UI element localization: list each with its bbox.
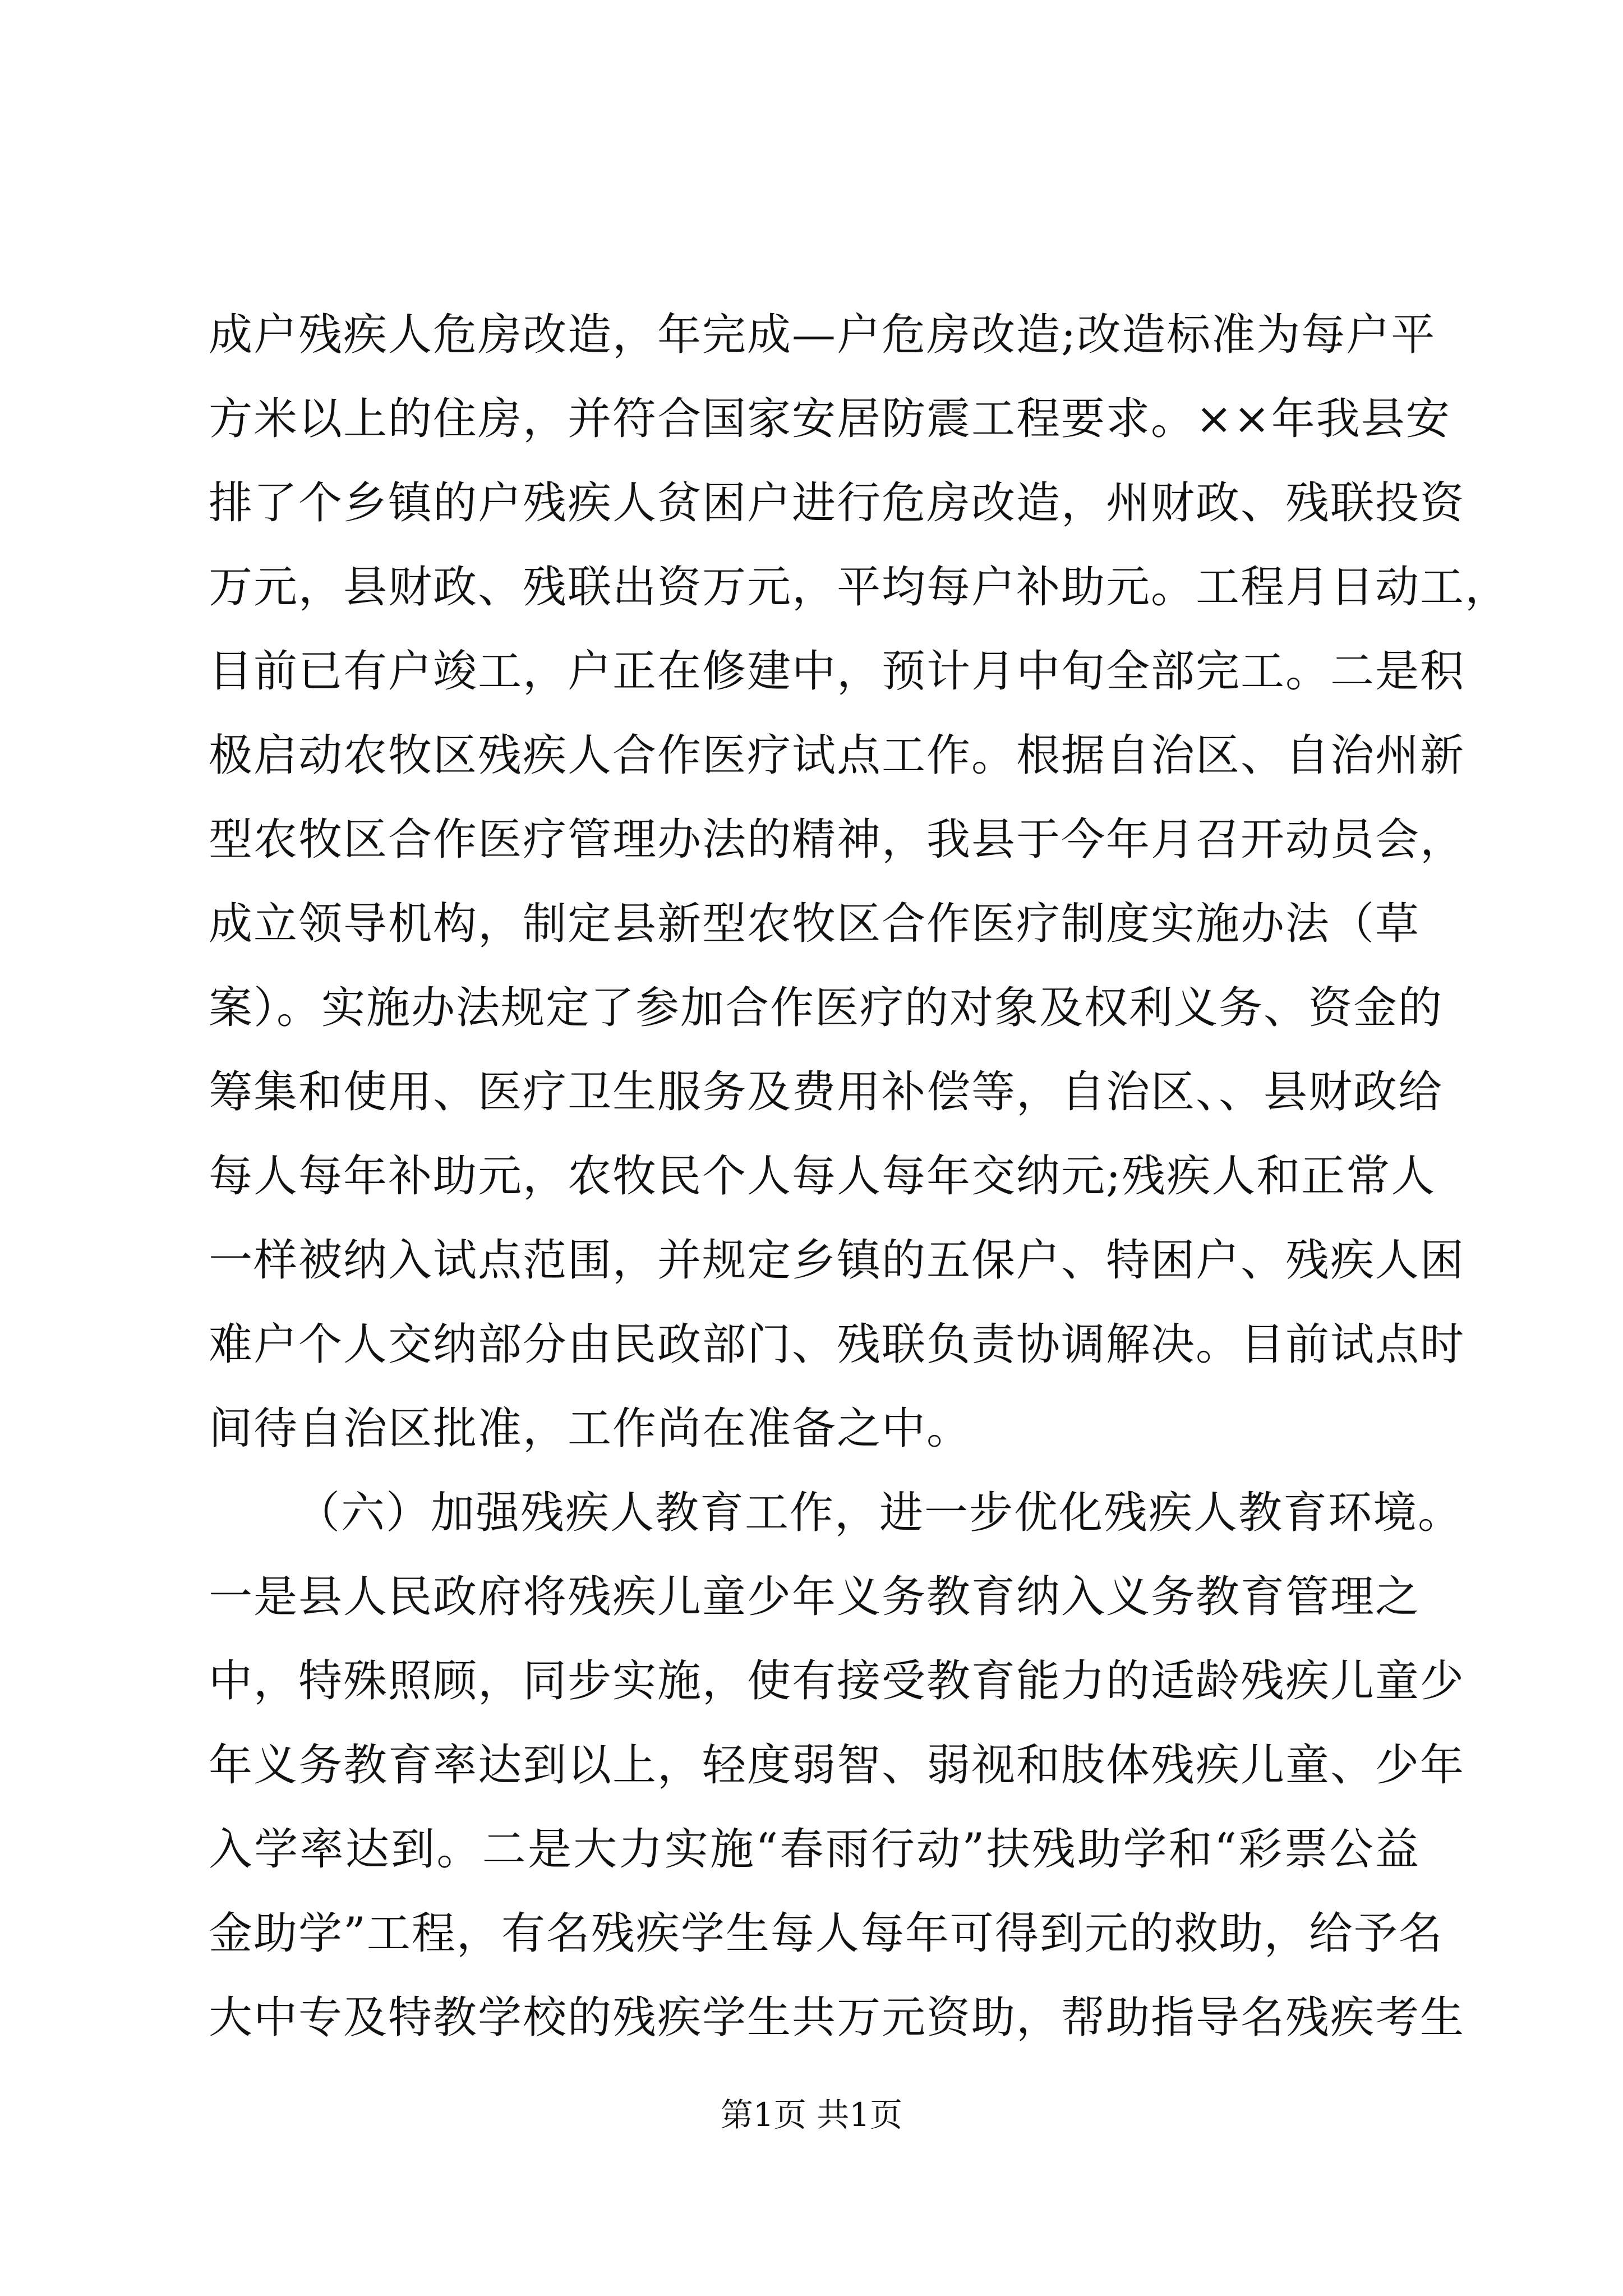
page-number-label: 第1页 共1页 — [720, 2096, 903, 2134]
text-line: 每人每年补助元，农牧民个人每人每年交纳元;残疾人和正常人 — [209, 1151, 1436, 1202]
text-line: 间待自治区批准，工作尚在准备之中。 — [209, 1404, 972, 1454]
document-body — [209, 293, 1510, 2060]
text-line: 成户残疾人危房改造，年完成—户危房改造;改造标准为每户平 — [209, 310, 1436, 360]
text-line: 万元，县财政、残联出资万元，平均每户补助元。工程月日动工， — [209, 562, 1510, 613]
text-line: 排了个乡镇的户残疾人贫困户进行危房改造，州财政、残联投资 — [209, 478, 1465, 528]
text-line: 极启动农牧区残疾人合作医疗试点工作。根据自治区、自治州新 — [209, 730, 1465, 781]
text-line: 方米以上的住房，并符合国家安居防震工程要求。××年我县安 — [209, 394, 1451, 444]
text-line: 中，特殊照顾，同步实施，使有接受教育能力的适龄残疾儿童少 — [209, 1656, 1465, 1706]
text-line: 难户个人交纳部分由民政部门、残联负责协调解决。目前试点时 — [209, 1319, 1465, 1370]
text-line: 金助学”工程，有名残疾学生每人每年可得到元的救助，给予名 — [209, 1908, 1444, 1959]
text-line: 成立领导机构，制定县新型农牧区合作医疗制度实施办法（草 — [209, 899, 1421, 949]
text-line: 年义务教育率达到以上，轻度弱智、弱视和肢体残疾儿童、少年 — [209, 1740, 1465, 1791]
text-line: 大中专及特教学校的残疾学生共万元资助，帮助指导名残疾考生 — [209, 1993, 1465, 2043]
section-heading-line: （六）加强残疾人教育工作，进一步优化残疾人教育环境。 — [296, 1488, 1463, 1538]
text-line: 一样被纳入试点范围，并规定乡镇的五保户、特困户、残疾人困 — [209, 1235, 1465, 1286]
page-footer — [0, 2092, 1623, 2137]
text-line: 目前已有户竣工，户正在修建中，预计月中旬全部完工。二是积 — [209, 646, 1465, 697]
text-line: 案）。实施办法规定了参加合作医疗的对象及权利义务、资金的 — [209, 983, 1444, 1033]
text-line: 入学率达到。二是大力实施“春雨行动”扶残助学和“彩票公益 — [209, 1824, 1420, 1875]
text-line: 一是县人民政府将残疾儿童少年义务教育纳入义务教育管理之 — [209, 1572, 1421, 1622]
text-line: 型农牧区合作医疗管理办法的精神，我县于今年月召开动员会， — [209, 815, 1465, 865]
text-line: 筹集和使用、医疗卫生服务及费用补偿等，自治区、、县财政给 — [209, 1067, 1444, 1117]
